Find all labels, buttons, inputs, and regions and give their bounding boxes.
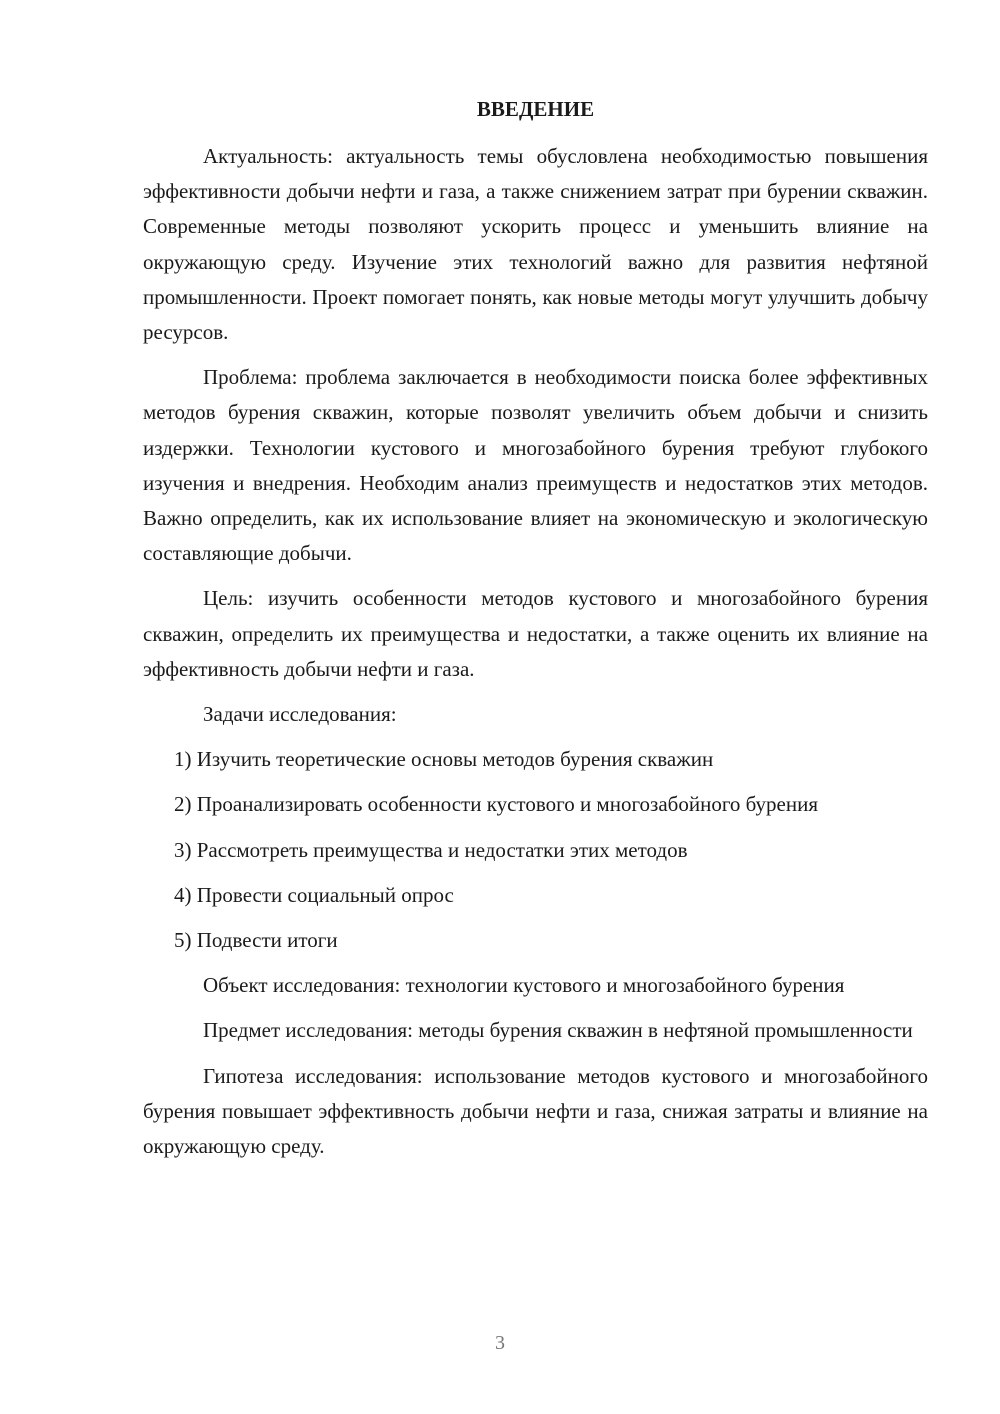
tasks-heading: Задачи исследования: [203, 702, 397, 727]
object-paragraph: Объект исследования: технологии кустового и многозабойного бурения [203, 973, 845, 998]
goal-paragraph: Цель: изучить особенности методов кустового и многозабойного бурения скважин, определить их преимущества и недостатки, а также оценить их влияние на эффективность добычи нефти и газа. [143, 586, 928, 681]
page-number: 3 [495, 1332, 505, 1354]
task-item: 1) Изучить теоретические основы методов бурения скважин [174, 747, 714, 772]
problem-paragraph: Проблема: проблема заключается в необходимости поиска более эффективных методов бурения скважин, которые позволят увеличить объем добычи и снизить издержки. Технологии кустового и многозабойного бурения требуют глубокого изучения и внедрения. Необходим анализ преимуществ и недостатков этих методов. Важно определить, как их использование влияет на экономическую и экологическую составляющие добычи. [143, 365, 928, 566]
task-item: 5) Подвести итоги [174, 928, 338, 953]
task-item: 2) Проанализировать особенности кустового и многозабойного бурения [174, 792, 819, 817]
hypothesis-paragraph: Гипотеза исследования: использование методов кустового и многозабойного бурения повышает эффективность добычи нефти и газа, снижая затраты и влияние на окружающую среду. [143, 1063, 928, 1159]
task-item: 3) Рассмотреть преимущества и недостатки этих методов [174, 837, 688, 862]
document-page [143, 88, 928, 1174]
document-title: ВВЕДЕНИЕ [476, 97, 595, 121]
task-item: 4) Провести социальный опрос [174, 882, 454, 907]
relevance-paragraph: Актуальность: актуальность темы обусловлена необходимостью повышения эффективности добычи нефти и газа, а также снижением затрат при бурении скважин. Современные методы позволяют ускорить процесс и уменьшить влияние на окружающую среду. Изучение этих технологий важно для развития нефтяной промышленности. Проект помогает понять, как новые методы могут улучшить добычу ресурсов. [143, 144, 928, 345]
subject-paragraph: Предмет исследования: методы бурения скважин в нефтяной промышленности [203, 1018, 913, 1043]
